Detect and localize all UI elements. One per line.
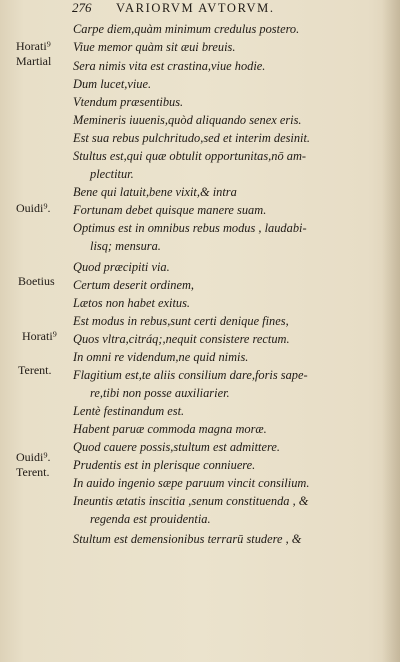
margin-note: Terent. bbox=[16, 465, 50, 479]
text-line: Prudentis est in plerisque conniuere. bbox=[73, 458, 256, 472]
text-line: Flagitium est,te aliis consilium dare,foris sape- bbox=[73, 368, 308, 382]
text-line: lisq; mensura. bbox=[90, 239, 161, 253]
text-line: Stultus est,qui quæ obtulit opportunitas,nō am- bbox=[73, 149, 307, 163]
running-title: VARIORVM AVTORVM. bbox=[116, 1, 275, 15]
text-line: Bene qui latuit,bene vixit,& intra bbox=[73, 185, 237, 199]
text-line: Stultum est demensionibus terrarū studere , & bbox=[73, 532, 302, 546]
text-line: Lætos non habet exitus. bbox=[73, 296, 191, 310]
text-line: re,tibi non posse auxiliarier. bbox=[90, 386, 230, 400]
text-line: Carpe diem,quàm minimum credulus postero. bbox=[73, 22, 300, 36]
margin-note: Martial bbox=[16, 54, 52, 68]
text-line: Viue memor quàm sit æui breuis. bbox=[73, 40, 236, 54]
margin-note: Ouidi⁹. bbox=[16, 450, 51, 464]
text-line: Quod cauere possis,stultum est admittere. bbox=[73, 440, 280, 454]
text-line: Vtendum præsentibus. bbox=[73, 95, 184, 109]
text-line: Optimus est in omnibus rebus modus , laudabi- bbox=[73, 221, 307, 235]
text-line: Quod præcipiti via. bbox=[73, 260, 170, 274]
margin-note: Horati⁹ bbox=[22, 329, 57, 343]
text-line: Fortunam debet quisque manere suam. bbox=[73, 203, 267, 217]
text-line: Memineris iuuenis,quòd aliquando senex eris. bbox=[73, 113, 302, 127]
text-line: regenda est prouidentia. bbox=[90, 512, 211, 526]
page-edge-shadow bbox=[382, 0, 400, 662]
text-line: Dum lucet,viue. bbox=[73, 77, 152, 91]
text-line: In auido ingenio sæpe paruum vincit consilium. bbox=[73, 476, 310, 490]
margin-note: Horati⁹ bbox=[16, 39, 51, 53]
margin-note: Ouidi⁹. bbox=[16, 201, 51, 215]
text-line: Quos vltra,citráq;,nequit consistere rectum. bbox=[73, 332, 290, 346]
running-header bbox=[8, 0, 388, 20]
text-line: Habent paruæ commoda magna moræ. bbox=[73, 422, 267, 436]
text-line: plectitur. bbox=[90, 167, 134, 181]
page-number: 276 bbox=[72, 0, 92, 15]
text-line: Est sua rebus pulchritudo,sed et interim desinit. bbox=[73, 131, 311, 145]
text-line: Certum deserit ordinem, bbox=[73, 278, 195, 292]
text-line: Est modus in rebus,sunt certi denique fines, bbox=[73, 314, 289, 328]
text-line: Lentè festinandum est. bbox=[73, 404, 185, 418]
text-line: In omni re videndum,ne quid nimis. bbox=[73, 350, 249, 364]
margin-note: Boetius bbox=[18, 274, 55, 288]
text-line: Sera nimis vita est crastina,viue hodie. bbox=[73, 59, 266, 73]
margin-note: Terent. bbox=[18, 363, 52, 377]
text-line: Ineuntis ætatis inscitia ,senum constituenda , & bbox=[73, 494, 309, 508]
